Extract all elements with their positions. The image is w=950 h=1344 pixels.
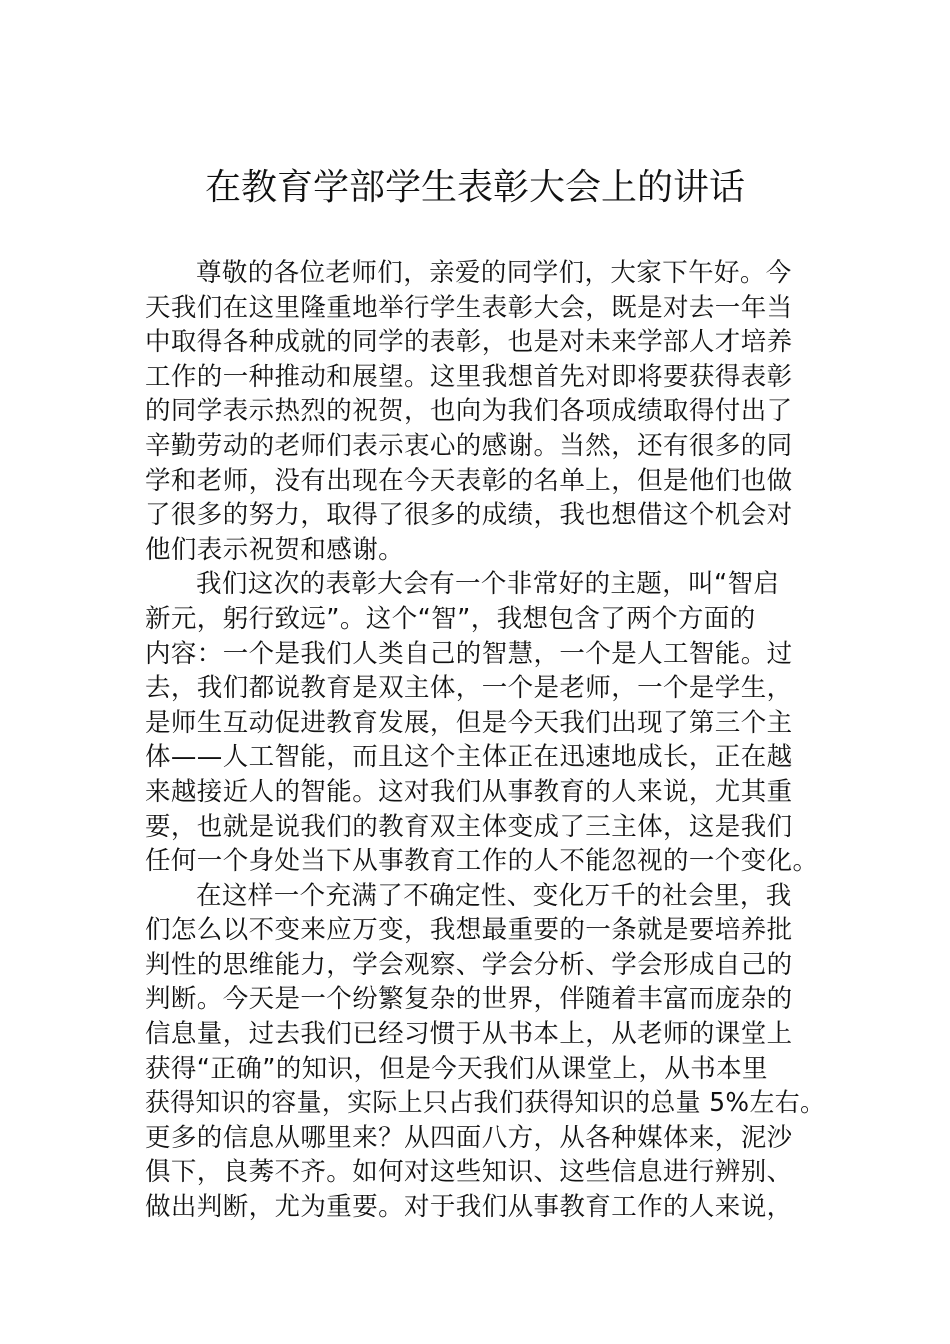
text-line: 在这样一个充满了不确定性、变化万千的社会里，我 [196, 880, 792, 911]
text-line: 他们表示祝贺和感谢。 [145, 534, 405, 565]
text-line: 的同学表示热烈的祝贺，也向为我们各项成绩取得付出了 [145, 396, 793, 427]
text-line: 信息量，过去我们已经习惯于从书本上，从老师的课堂上 [145, 1019, 793, 1050]
text-line: 获得“正确”的知识，但是今天我们从课堂上，从书本里 [145, 1053, 768, 1084]
text-line: 获得知识的容量，实际上只占我们获得知识的总量 5%左右。 [145, 1088, 826, 1119]
text-line: 工作的一种推动和展望。这里我想首先对即将要获得表彰 [145, 361, 793, 392]
text-line: 要，也就是说我们的教育双主体变成了三主体，这是我们 [145, 811, 793, 842]
text-line: 来越接近人的智能。这对我们从事教育的人来说，尤其重 [145, 776, 793, 807]
text-line: 去，我们都说教育是双主体，一个是老师，一个是学生， [145, 673, 793, 704]
text-line: 任何一个身处当下从事教育工作的人不能忽视的一个变化。 [145, 846, 819, 877]
text-line: 我们这次的表彰大会有一个非常好的主题，叫“智启 [196, 569, 780, 600]
text-line: 辛勤劳动的老师们表示衷心的感谢。当然，还有很多的同 [145, 430, 793, 461]
text-line: 们怎么以不变来应万变，我想最重要的一条就是要培养批 [145, 915, 793, 946]
text-line: 是师生互动促进教育发展，但是今天我们出现了第三个主 [145, 707, 793, 738]
text-line: 更多的信息从哪里来？从四面八方，从各种媒体来，泥沙 [145, 1122, 793, 1153]
text-line: 判断。今天是一个纷繁复杂的世界，伴随着丰富而庞杂的 [145, 984, 793, 1015]
text-line: 中取得各种成就的同学的表彰，也是对未来学部人才培养 [145, 327, 793, 358]
text-line: 内容：一个是我们人类自己的智慧，一个是人工智能。过 [145, 638, 793, 669]
text-line: 了很多的努力，取得了很多的成绩，我也想借这个机会对 [145, 500, 793, 531]
text-line: 判性的思维能力，学会观察、学会分析、学会形成自己的 [145, 949, 793, 980]
text-line: 俱下，良莠不齐。如何对这些知识、这些信息进行辨别、 [145, 1157, 793, 1188]
body-text [145, 256, 825, 1225]
text-line: 新元，躬行致远”。这个“智”，我想包含了两个方面的 [145, 603, 756, 634]
text-line: 学和老师，没有出现在今天表彰的名单上，但是他们也做 [145, 465, 793, 496]
text-line: 尊敬的各位老师们，亲爱的同学们，大家下午好。今 [196, 258, 792, 288]
text-line: 天我们在这里隆重地举行学生表彰大会，既是对去一年当 [145, 292, 793, 323]
text-line: 做出判断，尤为重要。对于我们从事教育工作的人来说， [145, 1192, 793, 1223]
page-title: 在教育学部学生表彰大会上的讲话 [204, 167, 745, 208]
text-line: 体——人工智能，而且这个主体正在迅速地成长，正在越 [145, 742, 793, 773]
